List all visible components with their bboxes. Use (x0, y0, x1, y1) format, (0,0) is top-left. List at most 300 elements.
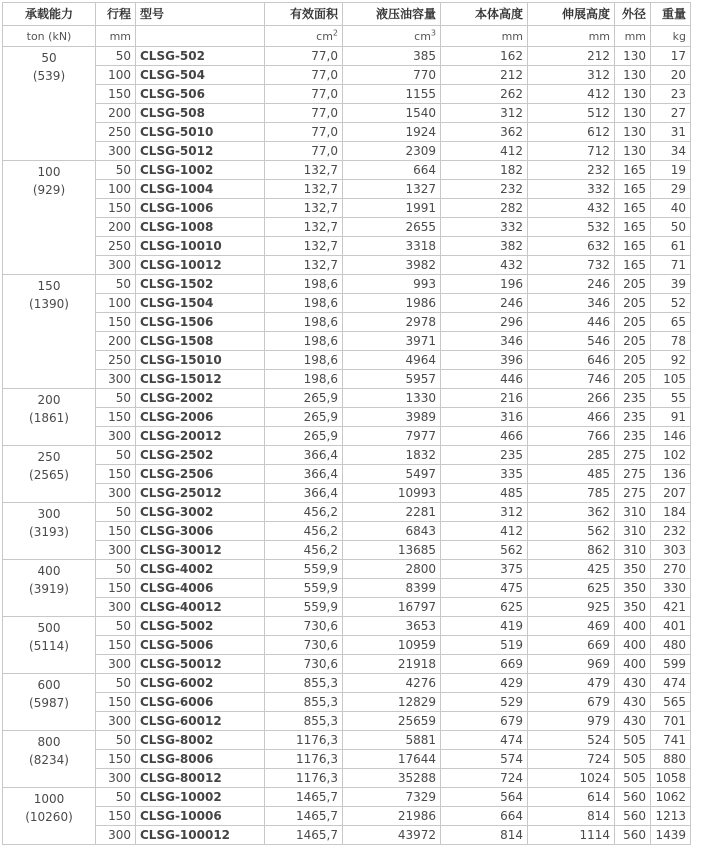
table-row (3, 579, 691, 598)
weight-cell: 1213 (651, 807, 691, 826)
weight-cell: 19 (651, 161, 691, 180)
diameter-cell: 430 (615, 712, 651, 731)
diameter-cell: 505 (615, 731, 651, 750)
body-height-cell: 664 (441, 807, 528, 826)
capacity-cell (3, 47, 96, 161)
area-cell: 132,7 (265, 180, 343, 199)
body-height-cell: 562 (441, 541, 528, 560)
oil-cell: 17644 (343, 750, 441, 769)
stroke-cell: 150 (96, 313, 136, 332)
oil-cell: 21918 (343, 655, 441, 674)
model-cell: CLSG-5012 (136, 142, 265, 161)
stroke-cell: 50 (96, 446, 136, 465)
area-cell: 366,4 (265, 465, 343, 484)
stroke-cell: 150 (96, 807, 136, 826)
oil-cell: 43972 (343, 826, 441, 845)
body-height-cell: 362 (441, 123, 528, 142)
capacity-cell (3, 161, 96, 275)
weight-cell: 34 (651, 142, 691, 161)
spec-table (2, 2, 691, 845)
body-height-cell: 529 (441, 693, 528, 712)
weight-cell: 17 (651, 47, 691, 66)
extended-height-cell: 469 (528, 617, 615, 636)
table-row (3, 598, 691, 617)
body-height-cell: 332 (441, 218, 528, 237)
area-cell: 855,3 (265, 674, 343, 693)
weight-cell: 330 (651, 579, 691, 598)
diameter-cell: 275 (615, 465, 651, 484)
extended-height-cell: 485 (528, 465, 615, 484)
table-row (3, 826, 691, 845)
table-row (3, 294, 691, 313)
area-cell: 198,6 (265, 313, 343, 332)
table-body (3, 47, 691, 845)
unit-model (136, 26, 265, 47)
body-height-cell: 485 (441, 484, 528, 503)
extended-height-cell: 212 (528, 47, 615, 66)
table-row (3, 256, 691, 275)
table-row (3, 788, 691, 807)
stroke-cell: 300 (96, 826, 136, 845)
oil-cell: 7329 (343, 788, 441, 807)
oil-cell: 6843 (343, 522, 441, 541)
extended-height-cell: 466 (528, 408, 615, 427)
weight-cell: 105 (651, 370, 691, 389)
capacity-ton: 600 (37, 678, 61, 692)
stroke-cell: 300 (96, 712, 136, 731)
weight-cell: 92 (651, 351, 691, 370)
diameter-cell: 560 (615, 807, 651, 826)
extended-height-cell: 546 (528, 332, 615, 351)
unit-stroke: mm (96, 26, 136, 47)
body-height-cell: 296 (441, 313, 528, 332)
area-cell: 366,4 (265, 446, 343, 465)
diameter-cell: 400 (615, 655, 651, 674)
oil-cell: 4276 (343, 674, 441, 693)
diameter-cell: 310 (615, 541, 651, 560)
capacity-cell (3, 788, 96, 845)
weight-cell: 303 (651, 541, 691, 560)
extended-height-cell: 646 (528, 351, 615, 370)
extended-height-cell: 246 (528, 275, 615, 294)
capacity-cell (3, 446, 96, 503)
extended-height-cell: 346 (528, 294, 615, 313)
capacity-kn: (5114) (29, 639, 69, 653)
extended-height-cell: 412 (528, 85, 615, 104)
weight-cell: 232 (651, 522, 691, 541)
oil-cell: 3989 (343, 408, 441, 427)
weight-cell: 23 (651, 85, 691, 104)
model-cell: CLSG-1502 (136, 275, 265, 294)
table-row (3, 712, 691, 731)
model-cell: CLSG-508 (136, 104, 265, 123)
weight-cell: 31 (651, 123, 691, 142)
area-cell: 730,6 (265, 655, 343, 674)
capacity-kn: (8234) (29, 753, 69, 767)
header-body-height: 本体高度 (441, 3, 528, 26)
body-height-cell: 474 (441, 731, 528, 750)
weight-cell: 741 (651, 731, 691, 750)
body-height-cell: 375 (441, 560, 528, 579)
diameter-cell: 205 (615, 294, 651, 313)
body-height-cell: 412 (441, 142, 528, 161)
table-row (3, 180, 691, 199)
diameter-cell: 165 (615, 237, 651, 256)
area-cell: 198,6 (265, 370, 343, 389)
area-cell: 77,0 (265, 142, 343, 161)
area-cell: 77,0 (265, 123, 343, 142)
model-cell: CLSG-6006 (136, 693, 265, 712)
body-height-cell: 212 (441, 66, 528, 85)
header-weight: 重量 (651, 3, 691, 26)
body-height-cell: 625 (441, 598, 528, 617)
diameter-cell: 310 (615, 522, 651, 541)
weight-cell: 701 (651, 712, 691, 731)
capacity-cell (3, 275, 96, 389)
area-cell: 1465,7 (265, 826, 343, 845)
weight-cell: 401 (651, 617, 691, 636)
weight-cell: 474 (651, 674, 691, 693)
diameter-cell: 205 (615, 332, 651, 351)
capacity-cell (3, 503, 96, 560)
weight-cell: 39 (651, 275, 691, 294)
header-extended-height: 伸展高度 (528, 3, 615, 26)
body-height-cell: 246 (441, 294, 528, 313)
area-cell: 730,6 (265, 617, 343, 636)
header-outer-diameter: 外径 (615, 3, 651, 26)
oil-cell: 3653 (343, 617, 441, 636)
table-row (3, 674, 691, 693)
stroke-cell: 150 (96, 465, 136, 484)
weight-cell: 880 (651, 750, 691, 769)
body-height-cell: 312 (441, 104, 528, 123)
stroke-cell: 300 (96, 484, 136, 503)
area-cell: 366,4 (265, 484, 343, 503)
diameter-cell: 235 (615, 408, 651, 427)
area-cell: 456,2 (265, 541, 343, 560)
oil-cell: 4964 (343, 351, 441, 370)
model-cell: CLSG-10002 (136, 788, 265, 807)
stroke-cell: 50 (96, 275, 136, 294)
header-row (3, 3, 691, 26)
stroke-cell: 150 (96, 199, 136, 218)
model-cell: CLSG-3002 (136, 503, 265, 522)
capacity-kn: (2565) (29, 468, 69, 482)
body-height-cell: 396 (441, 351, 528, 370)
extended-height-cell: 312 (528, 66, 615, 85)
area-cell: 559,9 (265, 598, 343, 617)
area-cell: 1465,7 (265, 807, 343, 826)
model-cell: CLSG-80012 (136, 769, 265, 788)
table-row (3, 142, 691, 161)
area-cell: 1176,3 (265, 750, 343, 769)
area-cell: 77,0 (265, 47, 343, 66)
stroke-cell: 300 (96, 598, 136, 617)
oil-cell: 13685 (343, 541, 441, 560)
oil-cell: 385 (343, 47, 441, 66)
diameter-cell: 560 (615, 788, 651, 807)
capacity-kn: (1390) (29, 297, 69, 311)
model-cell: CLSG-4002 (136, 560, 265, 579)
capacity-ton: 400 (37, 564, 61, 578)
model-cell: CLSG-5006 (136, 636, 265, 655)
oil-cell: 12829 (343, 693, 441, 712)
extended-height-cell: 612 (528, 123, 615, 142)
stroke-cell: 50 (96, 47, 136, 66)
area-cell: 456,2 (265, 503, 343, 522)
extended-height-cell: 746 (528, 370, 615, 389)
stroke-cell: 50 (96, 788, 136, 807)
body-height-cell: 162 (441, 47, 528, 66)
body-height-cell: 432 (441, 256, 528, 275)
body-height-cell: 235 (441, 446, 528, 465)
oil-cell: 7977 (343, 427, 441, 446)
stroke-cell: 300 (96, 541, 136, 560)
weight-cell: 1062 (651, 788, 691, 807)
extended-height-cell: 332 (528, 180, 615, 199)
stroke-cell: 300 (96, 142, 136, 161)
weight-cell: 1058 (651, 769, 691, 788)
oil-cell: 2800 (343, 560, 441, 579)
model-cell: CLSG-25012 (136, 484, 265, 503)
model-cell: CLSG-10010 (136, 237, 265, 256)
header-stroke: 行程 (96, 3, 136, 26)
model-cell: CLSG-1004 (136, 180, 265, 199)
extended-height-cell: 724 (528, 750, 615, 769)
extended-height-cell: 562 (528, 522, 615, 541)
stroke-cell: 250 (96, 237, 136, 256)
area-cell: 198,6 (265, 294, 343, 313)
model-cell: CLSG-10012 (136, 256, 265, 275)
area-cell: 1176,3 (265, 769, 343, 788)
stroke-cell: 250 (96, 351, 136, 370)
area-cell: 77,0 (265, 104, 343, 123)
diameter-cell: 275 (615, 446, 651, 465)
area-cell: 855,3 (265, 712, 343, 731)
table-row (3, 47, 691, 66)
model-cell: CLSG-40012 (136, 598, 265, 617)
extended-height-cell: 814 (528, 807, 615, 826)
area-cell: 77,0 (265, 66, 343, 85)
extended-height-cell: 969 (528, 655, 615, 674)
table-row (3, 731, 691, 750)
oil-cell: 2978 (343, 313, 441, 332)
capacity-kn: (10260) (25, 810, 73, 824)
model-cell: CLSG-1506 (136, 313, 265, 332)
body-height-cell: 429 (441, 674, 528, 693)
unit-effective-area: $cm^2$ (265, 26, 343, 47)
oil-cell: 993 (343, 275, 441, 294)
table-row (3, 123, 691, 142)
table-header (3, 3, 691, 47)
oil-cell: 1986 (343, 294, 441, 313)
extended-height-cell: 512 (528, 104, 615, 123)
oil-cell: 1327 (343, 180, 441, 199)
diameter-cell: 350 (615, 560, 651, 579)
stroke-cell: 100 (96, 66, 136, 85)
diameter-cell: 350 (615, 579, 651, 598)
diameter-cell: 430 (615, 674, 651, 693)
stroke-cell: 300 (96, 769, 136, 788)
capacity-kn: (1861) (29, 411, 69, 425)
area-cell: 855,3 (265, 693, 343, 712)
area-cell: 1176,3 (265, 731, 343, 750)
table-row (3, 85, 691, 104)
table-row (3, 408, 691, 427)
extended-height-cell: 925 (528, 598, 615, 617)
table-row (3, 769, 691, 788)
oil-cell: 2281 (343, 503, 441, 522)
area-cell: 265,9 (265, 408, 343, 427)
model-cell: CLSG-60012 (136, 712, 265, 731)
capacity-cell (3, 389, 96, 446)
diameter-cell: 235 (615, 427, 651, 446)
diameter-cell: 165 (615, 161, 651, 180)
table-row (3, 446, 691, 465)
weight-cell: 61 (651, 237, 691, 256)
body-height-cell: 312 (441, 503, 528, 522)
diameter-cell: 130 (615, 85, 651, 104)
table-row (3, 503, 691, 522)
oil-cell: 5497 (343, 465, 441, 484)
diameter-cell: 205 (615, 275, 651, 294)
diameter-cell: 205 (615, 351, 651, 370)
area-cell: 265,9 (265, 389, 343, 408)
body-height-cell: 519 (441, 636, 528, 655)
body-height-cell: 574 (441, 750, 528, 769)
extended-height-cell: 266 (528, 389, 615, 408)
oil-cell: 1155 (343, 85, 441, 104)
diameter-cell: 560 (615, 826, 651, 845)
diameter-cell: 310 (615, 503, 651, 522)
table-row (3, 427, 691, 446)
oil-cell: 5881 (343, 731, 441, 750)
body-height-cell: 419 (441, 617, 528, 636)
area-cell: 456,2 (265, 522, 343, 541)
weight-cell: 184 (651, 503, 691, 522)
stroke-cell: 150 (96, 636, 136, 655)
stroke-cell: 50 (96, 389, 136, 408)
diameter-cell: 130 (615, 104, 651, 123)
extended-height-cell: 1024 (528, 769, 615, 788)
oil-cell: 10993 (343, 484, 441, 503)
capacity-ton: 250 (37, 450, 61, 464)
table-row (3, 541, 691, 560)
diameter-cell: 165 (615, 180, 651, 199)
model-cell: CLSG-3006 (136, 522, 265, 541)
capacity-ton: 200 (37, 393, 61, 407)
model-cell: CLSG-20012 (136, 427, 265, 446)
weight-cell: 102 (651, 446, 691, 465)
weight-cell: 27 (651, 104, 691, 123)
table-row (3, 655, 691, 674)
area-cell: 132,7 (265, 218, 343, 237)
body-height-cell: 282 (441, 199, 528, 218)
capacity-cell (3, 731, 96, 788)
unit-extended-height: mm (528, 26, 615, 47)
table-row (3, 313, 691, 332)
unit-outer-diameter: mm (615, 26, 651, 47)
body-height-cell: 182 (441, 161, 528, 180)
capacity-ton: 300 (37, 507, 61, 521)
capacity-ton: 150 (37, 279, 61, 293)
table-row (3, 199, 691, 218)
capacity-kn: (5987) (29, 696, 69, 710)
extended-height-cell: 632 (528, 237, 615, 256)
weight-cell: 52 (651, 294, 691, 313)
oil-cell: 1330 (343, 389, 441, 408)
body-height-cell: 232 (441, 180, 528, 199)
table-row (3, 218, 691, 237)
model-cell: CLSG-2502 (136, 446, 265, 465)
unit-body-height: mm (441, 26, 528, 47)
extended-height-cell: 669 (528, 636, 615, 655)
weight-cell: 480 (651, 636, 691, 655)
table-row (3, 484, 691, 503)
area-cell: 198,6 (265, 351, 343, 370)
body-height-cell: 335 (441, 465, 528, 484)
capacity-cell (3, 617, 96, 674)
oil-cell: 1991 (343, 199, 441, 218)
capacity-kn: (3193) (29, 525, 69, 539)
model-cell: CLSG-100012 (136, 826, 265, 845)
weight-cell: 136 (651, 465, 691, 484)
area-cell: 132,7 (265, 256, 343, 275)
diameter-cell: 205 (615, 313, 651, 332)
stroke-cell: 300 (96, 370, 136, 389)
body-height-cell: 412 (441, 522, 528, 541)
weight-cell: 146 (651, 427, 691, 446)
stroke-cell: 50 (96, 731, 136, 750)
diameter-cell: 130 (615, 142, 651, 161)
body-height-cell: 724 (441, 769, 528, 788)
model-cell: CLSG-502 (136, 47, 265, 66)
capacity-kn: (539) (32, 69, 66, 83)
units-row (3, 26, 691, 47)
oil-cell: 35288 (343, 769, 441, 788)
capacity-ton: 800 (37, 735, 61, 749)
diameter-cell: 275 (615, 484, 651, 503)
weight-cell: 50 (651, 218, 691, 237)
stroke-cell: 150 (96, 522, 136, 541)
extended-height-cell: 862 (528, 541, 615, 560)
oil-cell: 21986 (343, 807, 441, 826)
oil-cell: 8399 (343, 579, 441, 598)
model-cell: CLSG-30012 (136, 541, 265, 560)
diameter-cell: 235 (615, 389, 651, 408)
extended-height-cell: 766 (528, 427, 615, 446)
diameter-cell: 165 (615, 256, 651, 275)
body-height-cell: 466 (441, 427, 528, 446)
capacity-ton: 100 (37, 165, 61, 179)
extended-height-cell: 614 (528, 788, 615, 807)
model-cell: CLSG-2006 (136, 408, 265, 427)
header-effective-area: 有效面积 (265, 3, 343, 26)
extended-height-cell: 446 (528, 313, 615, 332)
extended-height-cell: 532 (528, 218, 615, 237)
model-cell: CLSG-15012 (136, 370, 265, 389)
table-row (3, 617, 691, 636)
stroke-cell: 150 (96, 693, 136, 712)
model-cell: CLSG-506 (136, 85, 265, 104)
weight-cell: 78 (651, 332, 691, 351)
weight-cell: 40 (651, 199, 691, 218)
oil-cell: 3318 (343, 237, 441, 256)
body-height-cell: 196 (441, 275, 528, 294)
model-cell: CLSG-15010 (136, 351, 265, 370)
model-cell: CLSG-10006 (136, 807, 265, 826)
table-row (3, 560, 691, 579)
